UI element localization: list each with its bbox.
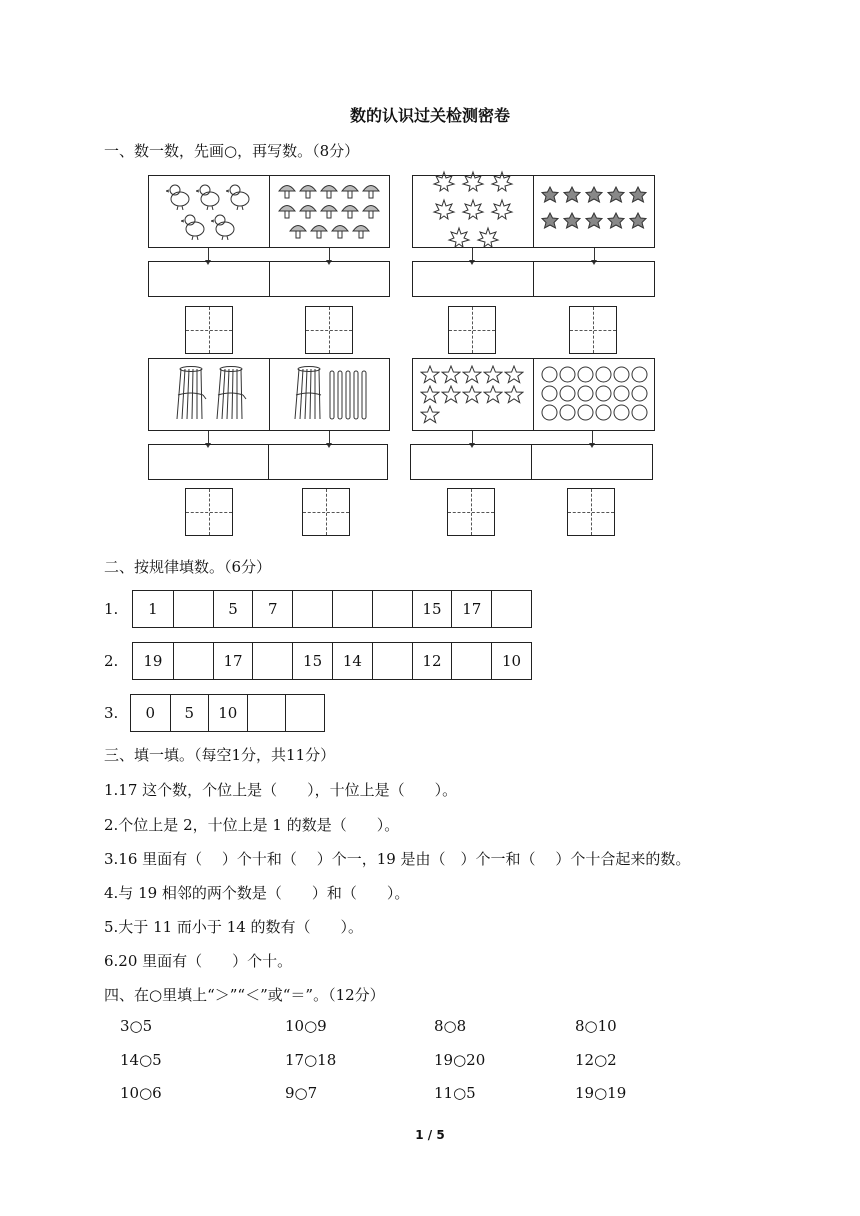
leaves-cell <box>413 176 533 247</box>
star-icon <box>482 385 503 405</box>
number-cell: 15 <box>292 643 332 679</box>
writing-grid-box[interactable] <box>447 488 495 536</box>
comparison-item[interactable]: 8○8 <box>434 1017 467 1035</box>
mushroom-icon <box>329 222 350 242</box>
writing-grid-box[interactable] <box>567 488 615 536</box>
writing-grid-box[interactable] <box>448 306 496 354</box>
arrow-down-icon <box>329 431 330 444</box>
mushroom-icon <box>340 202 361 222</box>
row-label: 2. <box>104 652 119 670</box>
fill-item: 2.个位上是 2，十位上是 1 的数是（ ）。 <box>104 816 400 834</box>
number-cell: 19 <box>143 652 163 670</box>
maple-leaf-icon <box>473 226 502 254</box>
number-cell: 0 <box>145 704 156 722</box>
circles-cell <box>533 359 654 430</box>
drawing-box[interactable] <box>268 445 388 479</box>
fill-item: 3.16 里面有（ ）个十和（ ）个一，19 是由（ ）个一和（ ）个十合起来的数。 <box>104 850 691 868</box>
star-icon <box>503 385 524 405</box>
arrow-down-icon <box>592 431 593 444</box>
mushroom-icon <box>319 182 340 202</box>
mushroom-icon <box>298 182 319 202</box>
comparison-item[interactable]: 12○2 <box>575 1051 617 1069</box>
mushroom-icon <box>361 202 382 222</box>
star-icon <box>440 385 461 405</box>
circle-icon <box>558 385 576 404</box>
section-2-heading: 二、按规律填数。（6分） <box>104 558 272 576</box>
circle-icon <box>594 385 612 404</box>
drawing-box[interactable] <box>533 262 654 296</box>
drawing-box[interactable] <box>269 262 390 296</box>
section-4-heading: 四、在○里填上“＞”“＜”或“＝”。（12分） <box>104 986 385 1004</box>
comparison-item[interactable]: 10○6 <box>120 1084 162 1102</box>
mushroom-icon <box>319 202 340 222</box>
number-cell: 5 <box>170 695 209 731</box>
number-cell: 10 <box>491 643 531 679</box>
section-1-heading: 一、数一数，先画○，再写数。（8分） <box>104 142 360 160</box>
stick-bundles-cell <box>149 359 269 430</box>
number-cell[interactable] <box>372 643 412 679</box>
maple-leaf-icon <box>488 198 517 226</box>
circle-icon <box>558 404 576 423</box>
star-icon <box>419 365 440 385</box>
arrow-down-icon <box>208 248 209 261</box>
sticks-cell <box>269 359 390 430</box>
number-cell[interactable] <box>247 695 286 731</box>
writing-grid-box[interactable] <box>569 306 617 354</box>
flowers-cell <box>533 176 654 247</box>
number-cell[interactable] <box>332 591 372 627</box>
answer-row-1 <box>148 261 390 297</box>
picture-panel-2 <box>412 175 655 248</box>
circle-icon <box>594 366 612 385</box>
number-strip-1 <box>132 590 532 628</box>
flower-icon <box>605 186 627 212</box>
answer-row-3 <box>148 444 388 480</box>
number-cell: 10 <box>208 695 247 731</box>
mushroom-icon <box>350 222 371 242</box>
flower-icon <box>539 212 561 238</box>
star-icon <box>419 385 440 405</box>
comparison-item[interactable]: 10○9 <box>285 1017 327 1035</box>
comparison-item[interactable]: 9○7 <box>285 1084 318 1102</box>
drawing-box[interactable] <box>413 262 533 296</box>
number-cell: 5 <box>213 591 253 627</box>
number-cell: 1 <box>148 600 158 618</box>
mushroom-icon <box>277 182 298 202</box>
chicks-cell <box>149 176 269 247</box>
arrow-down-icon <box>208 431 209 444</box>
picture-panel-4 <box>412 358 655 431</box>
circle-icon <box>630 404 648 423</box>
answer-row-4 <box>410 444 653 480</box>
number-cell[interactable] <box>252 643 292 679</box>
stars-cell <box>413 359 533 430</box>
flower-icon <box>605 212 627 238</box>
circle-icon <box>540 385 558 404</box>
maple-leaf-icon <box>430 198 459 226</box>
maple-leaf-icon <box>459 170 488 198</box>
number-cell[interactable] <box>173 643 213 679</box>
fill-item: 4.与 19 相邻的两个数是（ ）和（ ）。 <box>104 884 410 902</box>
comparison-item[interactable]: 14○5 <box>120 1051 162 1069</box>
page-number: 1 / 5 <box>415 1128 445 1142</box>
number-cell: 7 <box>252 591 292 627</box>
maple-leaf-icon <box>488 170 517 198</box>
chick-icon <box>209 212 239 242</box>
mushrooms-cell <box>269 176 390 247</box>
number-cell: 12 <box>412 643 452 679</box>
stick-bundle-icon <box>287 365 327 425</box>
mushroom-icon <box>287 222 308 242</box>
number-cell[interactable] <box>451 643 491 679</box>
number-cell[interactable] <box>173 591 213 627</box>
circle-icon <box>558 366 576 385</box>
flower-icon <box>583 186 605 212</box>
circle-icon <box>540 404 558 423</box>
number-cell[interactable] <box>372 591 412 627</box>
number-cell[interactable] <box>491 591 531 627</box>
mushroom-icon <box>298 202 319 222</box>
chick-icon <box>194 182 224 212</box>
number-cell: 15 <box>412 591 452 627</box>
mushroom-icon <box>340 182 361 202</box>
maple-leaf-icon <box>459 198 488 226</box>
chick-icon <box>179 212 209 242</box>
writing-grid-box[interactable] <box>305 306 353 354</box>
comparison-item[interactable]: 19○19 <box>575 1084 627 1102</box>
answer-row-2 <box>412 261 655 297</box>
drawing-box[interactable] <box>411 445 531 479</box>
star-icon <box>482 365 503 385</box>
number-cell[interactable] <box>285 695 324 731</box>
comparison-item[interactable]: 19○20 <box>434 1051 486 1069</box>
circle-icon <box>612 404 630 423</box>
star-icon <box>461 385 482 405</box>
stick-bundle-icon <box>209 365 249 425</box>
number-cell: 17 <box>451 591 491 627</box>
star-icon <box>461 365 482 385</box>
drawing-box[interactable] <box>149 262 269 296</box>
circle-icon <box>594 404 612 423</box>
writing-grid-box[interactable] <box>185 488 233 536</box>
mushroom-icon <box>308 222 329 242</box>
arrow-down-icon <box>329 248 330 261</box>
circle-icon <box>576 366 594 385</box>
picture-panel-3 <box>148 358 390 431</box>
flower-icon <box>561 186 583 212</box>
stick-bundle-icon <box>169 365 209 425</box>
fill-item: 1.17 这个数，个位上是（ ），十位上是（ ）。 <box>104 781 458 799</box>
flower-icon <box>627 186 649 212</box>
number-cell[interactable] <box>292 591 332 627</box>
number-strip-3 <box>130 694 325 732</box>
maple-leaf-icon <box>430 170 459 198</box>
circle-icon <box>540 366 558 385</box>
comparison-item[interactable]: 17○18 <box>285 1051 337 1069</box>
fill-item: 5.大于 11 而小于 14 的数有（ ）。 <box>104 918 364 936</box>
number-cell: 17 <box>213 643 253 679</box>
flower-icon <box>539 186 561 212</box>
star-icon <box>419 405 440 425</box>
arrow-down-icon <box>594 248 595 261</box>
star-icon <box>440 365 461 385</box>
picture-panel-1 <box>148 175 390 248</box>
flower-icon <box>583 212 605 238</box>
drawing-box[interactable] <box>149 445 268 479</box>
circle-icon <box>612 366 630 385</box>
flower-icon <box>561 212 583 238</box>
row-label: 1. <box>104 600 119 618</box>
row-label: 3. <box>104 704 119 722</box>
comparison-item[interactable]: 8○10 <box>575 1017 617 1035</box>
circle-icon <box>576 385 594 404</box>
writing-grid-box[interactable] <box>185 306 233 354</box>
drawing-box[interactable] <box>531 445 652 479</box>
writing-grid-box[interactable] <box>302 488 350 536</box>
maple-leaf-icon <box>444 226 473 254</box>
page-title: 数的认识过关检测密卷 <box>349 106 510 125</box>
comparison-item[interactable]: 3○5 <box>120 1017 153 1035</box>
flower-icon <box>627 212 649 238</box>
comparison-item[interactable]: 11○5 <box>434 1084 476 1102</box>
mushroom-icon <box>277 202 298 222</box>
star-icon <box>503 365 524 385</box>
circle-icon <box>576 404 594 423</box>
arrow-down-icon <box>472 431 473 444</box>
chick-icon <box>224 182 254 212</box>
number-cell: 14 <box>332 643 372 679</box>
circle-icon <box>612 385 630 404</box>
fill-item: 6.20 里面有（ ）个十。 <box>104 952 293 970</box>
section-3-heading: 三、填一填。（每空1分，共11分） <box>104 746 336 764</box>
circle-icon <box>630 366 648 385</box>
arrow-down-icon <box>472 248 473 261</box>
chick-icon <box>164 182 194 212</box>
number-strip-2 <box>132 642 532 680</box>
stick-icon <box>327 365 371 425</box>
circle-icon <box>630 385 648 404</box>
mushroom-icon <box>361 182 382 202</box>
